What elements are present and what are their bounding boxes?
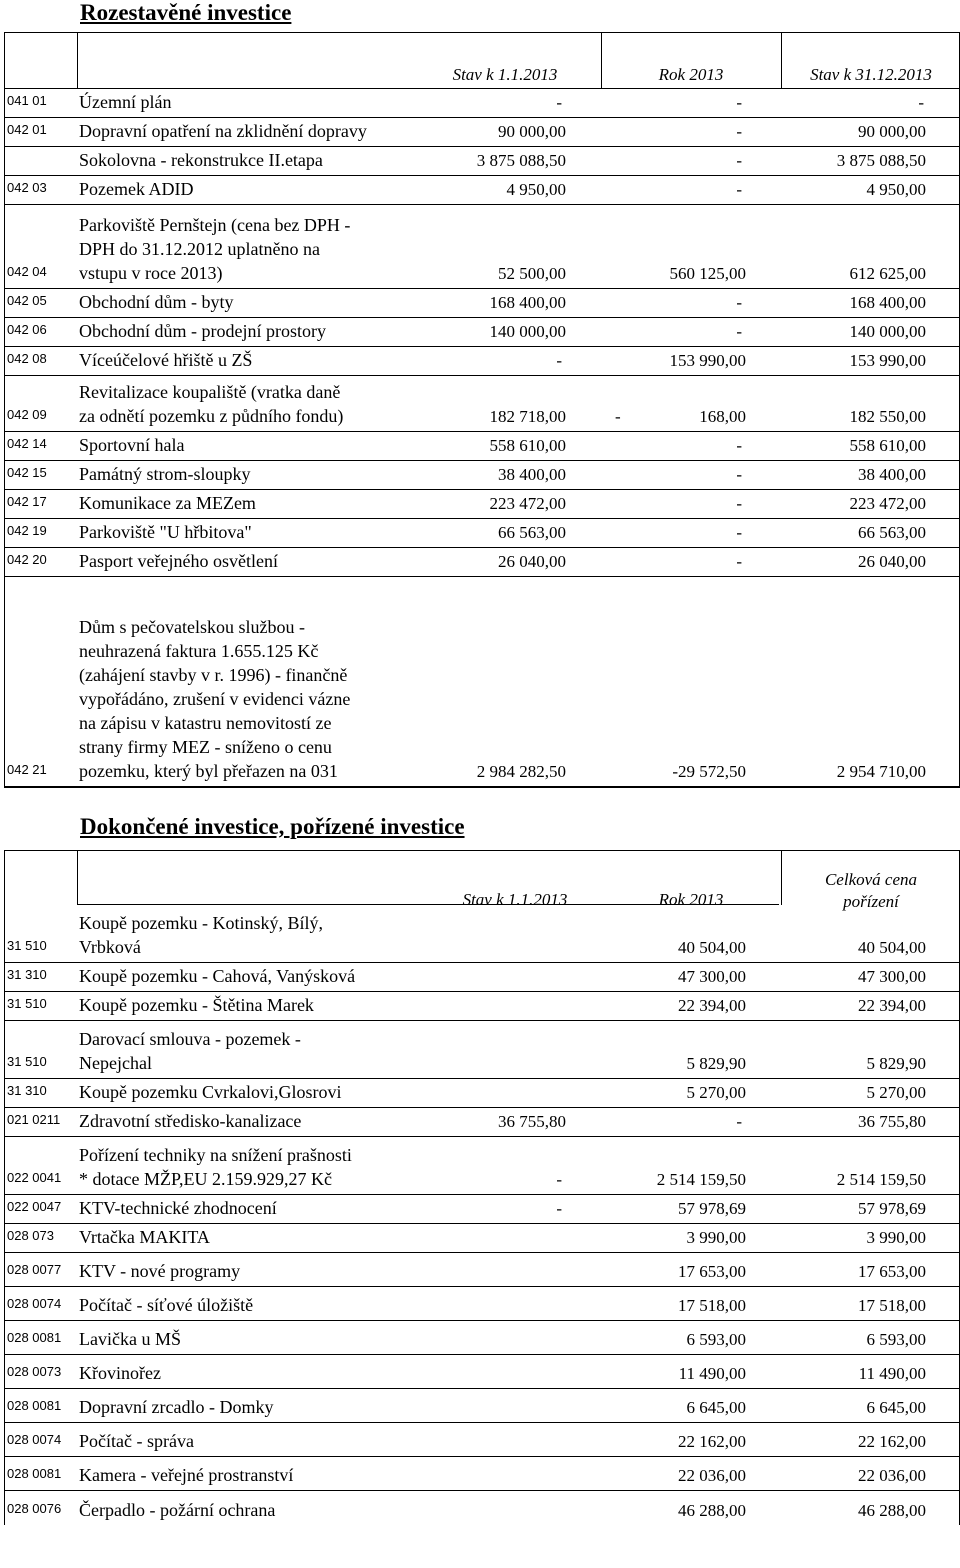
item-name: Koupě pozemku - Štětina Marek — [79, 995, 314, 1015]
table-row — [5, 147, 959, 176]
account-code: 022 0041 — [7, 1170, 62, 1185]
value-c2: - — [736, 122, 742, 141]
item-name: Parkoviště Pernštejn (cena bez DPH - DPH do 31.12.2012 uplatněno na vstupu v roce 2013) — [79, 215, 351, 283]
section-title-completed: Dokončené investice, pořízené investice — [80, 814, 465, 839]
account-code: 028 0076 — [7, 1501, 62, 1516]
item-name: Koupě pozemku - Cahová, Vanýsková — [79, 966, 356, 986]
table-row — [5, 577, 959, 787]
item-name: Vrtačka MAKITA — [79, 1227, 210, 1247]
item-name: Dopravní zrcadlo - Domky — [79, 1397, 274, 1417]
table-row — [5, 461, 959, 490]
value-c1: 90 000,00 — [498, 122, 566, 141]
account-code: 042 20 — [7, 552, 47, 567]
table-row — [5, 205, 959, 289]
value-c2: 11 490,00 — [678, 1364, 746, 1383]
item-name: Komunikace za MEZem — [79, 493, 256, 513]
table-completed-investments — [4, 850, 960, 1525]
table-row — [5, 1253, 959, 1287]
value-c3: 46 288,00 — [858, 1501, 926, 1520]
value-c3: 22 162,00 — [858, 1432, 926, 1451]
item-name: Kamera - veřejné prostranství — [79, 1465, 294, 1485]
value-c2: 5 829,90 — [686, 1054, 746, 1073]
account-code: 028 0081 — [7, 1330, 62, 1345]
value-c2: 168,00 — [699, 407, 746, 426]
account-code: 042 09 — [7, 407, 47, 422]
account-code: 042 08 — [7, 351, 47, 366]
section-title-in-progress: Rozestavěné investice — [80, 0, 292, 25]
column-header-year: Rok 2013 — [658, 65, 724, 84]
table-row — [5, 89, 959, 118]
value-c1: 140 000,00 — [489, 322, 566, 341]
value-c3: - — [918, 93, 924, 112]
value-c3: 5 270,00 — [866, 1083, 926, 1102]
column-header-end: Stav k 31.12.2013 — [810, 65, 932, 84]
value-c2: 46 288,00 — [678, 1501, 746, 1520]
table-row — [5, 432, 959, 461]
value-c3: 168 400,00 — [849, 293, 926, 312]
table-row — [5, 1491, 959, 1525]
value-c2: 17 518,00 — [678, 1296, 746, 1315]
account-code: 042 05 — [7, 293, 47, 308]
value-c3: 47 300,00 — [858, 967, 926, 986]
value-c1: 38 400,00 — [498, 465, 566, 484]
value-c2: 3 990,00 — [686, 1228, 746, 1247]
table-row — [5, 289, 959, 318]
item-name: Lavička u MŠ — [79, 1329, 181, 1349]
item-name: Sokolovna - rekonstrukce II.etapa — [79, 150, 323, 170]
item-name: Křovinořez — [79, 1363, 161, 1383]
value-c3: 66 563,00 — [858, 523, 926, 542]
value-c3: 26 040,00 — [858, 552, 926, 571]
table-row — [5, 1423, 959, 1457]
item-name: Památný strom-sloupky — [79, 464, 251, 484]
item-name: Pozemek ADID — [79, 179, 194, 199]
table-row — [5, 1355, 959, 1389]
table-row — [5, 1079, 959, 1108]
account-code: 31 310 — [7, 967, 47, 982]
value-c1: - — [556, 1170, 562, 1189]
item-name: Čerpadlo - požární ochrana — [79, 1500, 276, 1520]
table-row — [5, 318, 959, 347]
table-row — [5, 376, 959, 432]
table-row — [5, 347, 959, 376]
value-c2: 6 593,00 — [686, 1330, 746, 1349]
value-c1: 52 500,00 — [498, 264, 566, 283]
value-c3: 558 610,00 — [849, 436, 926, 455]
value-c3: 4 950,00 — [866, 180, 926, 199]
item-name: Obchodní dům - prodejní prostory — [79, 321, 326, 341]
column-header-total: Celková cena pořízení — [824, 870, 918, 911]
account-code: 028 0081 — [7, 1466, 62, 1481]
value-c1: 3 875 088,50 — [476, 151, 566, 170]
value-c2: 560 125,00 — [669, 264, 746, 283]
value-c2: 153 990,00 — [669, 351, 746, 370]
value-c2: - — [736, 93, 742, 112]
item-name: Víceúčelové hřiště u ZŠ — [79, 350, 253, 370]
column-header-year: Rok 2013 — [658, 890, 724, 909]
account-code: 31 310 — [7, 1083, 47, 1098]
item-name: Darovací smlouva - pozemek - Nepejchal — [79, 1029, 301, 1073]
item-name: Pořízení techniky na snížení prašnosti * dotace MŽP,EU 2.159.929,27 Kč — [79, 1145, 352, 1189]
value-c2: - — [736, 151, 742, 170]
account-code: 31 510 — [7, 938, 47, 953]
value-c1: 2 984 282,50 — [476, 762, 566, 781]
table-row — [5, 1321, 959, 1355]
value-c2: - — [736, 322, 742, 341]
value-c3: 40 504,00 — [858, 938, 926, 957]
value-c3: 6 645,00 — [866, 1398, 926, 1417]
account-code: 042 15 — [7, 465, 47, 480]
value-c3: 17 518,00 — [858, 1296, 926, 1315]
account-code: 028 0074 — [7, 1432, 62, 1447]
value-c3: 6 593,00 — [866, 1330, 926, 1349]
value-c3: 11 490,00 — [858, 1364, 926, 1383]
item-name: Sportovní hala — [79, 435, 185, 455]
account-code: 042 03 — [7, 180, 47, 195]
item-name: Počítač - správa — [79, 1431, 194, 1451]
table-row — [5, 1457, 959, 1491]
value-c2: 22 036,00 — [678, 1466, 746, 1485]
value-c2: 17 653,00 — [678, 1262, 746, 1281]
table-row — [5, 176, 959, 205]
item-name: Počítač - síťové úložiště — [79, 1295, 254, 1315]
value-c2: - — [736, 523, 742, 542]
item-name: Dům s pečovatelskou službou - neuhrazená faktura 1.655.125 Kč (zahájení stavby v r. 1996) - finančně vypořádáno, zrušení v evidenci vázne na zápisu v katastru nemovitostí ze strany firmy MEZ - sníženo o cenu pozemku, který byl přeřazen na 031 — [79, 617, 351, 781]
value-c2: 47 300,00 — [678, 967, 746, 986]
table-row — [5, 905, 959, 963]
value-c3: 3 990,00 — [866, 1228, 926, 1247]
value-c3: 17 653,00 — [858, 1262, 926, 1281]
value-c2: 40 504,00 — [678, 938, 746, 957]
value-c1: 558 610,00 — [489, 436, 566, 455]
table-row — [5, 548, 959, 577]
value-c1: - — [556, 93, 562, 112]
account-code: 042 06 — [7, 322, 47, 337]
value-c1: 168 400,00 — [489, 293, 566, 312]
value-c3: 3 875 088,50 — [836, 151, 926, 170]
item-name: KTV - nové programy — [79, 1261, 241, 1281]
value-c3: 612 625,00 — [849, 264, 926, 283]
table-row — [5, 1021, 959, 1079]
item-name: Koupě pozemku - Kotinský, Bílý, Vrbková — [79, 913, 323, 957]
item-name: Územní plán — [79, 92, 172, 112]
account-code: 042 19 — [7, 523, 47, 538]
value-c3: 38 400,00 — [858, 465, 926, 484]
item-name: Parkoviště "U hřbitova" — [79, 522, 252, 542]
value-c3: 2 954 710,00 — [836, 762, 926, 781]
value-c3: 90 000,00 — [858, 122, 926, 141]
item-name: Revitalizace koupaliště (vratka daně za odnětí pozemku z půdního fondu) — [79, 382, 344, 426]
value-c1: 223 472,00 — [489, 494, 566, 513]
account-code: 028 073 — [7, 1228, 54, 1243]
column-header-start: Stav k 1.1.2013 — [452, 65, 558, 84]
item-name: Zdravotní středisko-kanalizace — [79, 1111, 302, 1131]
column-header-start: Stav k 1.1.2013 — [462, 890, 568, 909]
value-c2: 5 270,00 — [686, 1083, 746, 1102]
value-c2: - — [736, 1112, 742, 1131]
value-c3: 5 829,90 — [866, 1054, 926, 1073]
account-code: 042 17 — [7, 494, 47, 509]
account-code: 042 21 — [7, 762, 47, 777]
table-row — [5, 1389, 959, 1423]
value-c2: -29 572,50 — [672, 762, 746, 781]
account-code: 31 510 — [7, 996, 47, 1011]
value-c3: 182 550,00 — [849, 407, 926, 426]
account-code: 31 510 — [7, 1054, 47, 1069]
value-c3: 22 394,00 — [858, 996, 926, 1015]
value-c3: 223 472,00 — [849, 494, 926, 513]
value-c1: 36 755,80 — [498, 1112, 566, 1131]
table-row — [5, 1287, 959, 1321]
account-code: 042 14 — [7, 436, 47, 451]
account-code: 021 0211 — [7, 1112, 61, 1127]
value-c2: 22 162,00 — [678, 1432, 746, 1451]
value-c2: - — [736, 293, 742, 312]
table-header — [5, 851, 959, 911]
table-row — [5, 519, 959, 548]
table-row — [5, 118, 959, 147]
account-code: 042 04 — [7, 264, 47, 279]
value-c3: 36 755,80 — [858, 1112, 926, 1131]
value-c2: - — [736, 436, 742, 455]
value-c3: 153 990,00 — [849, 351, 926, 370]
value-c2: - — [736, 494, 742, 513]
account-code: 042 01 — [7, 122, 47, 137]
value-c1: - — [556, 351, 562, 370]
value-c1: 26 040,00 — [498, 552, 566, 571]
table-in-progress-investments — [4, 32, 960, 788]
value-c1: 66 563,00 — [498, 523, 566, 542]
account-code: 022 0047 — [7, 1199, 62, 1214]
table-row — [5, 1224, 959, 1253]
value-c1: 4 950,00 — [506, 180, 566, 199]
value-c3: 140 000,00 — [849, 322, 926, 341]
item-name: Dopravní opatření na zklidnění dopravy — [79, 121, 367, 141]
item-name: KTV-technické zhodnocení — [79, 1198, 277, 1218]
account-code: 028 0073 — [7, 1364, 62, 1379]
item-name: Koupě pozemku Cvrkalovi,Glosrovi — [79, 1082, 342, 1102]
table-row — [5, 1195, 959, 1224]
value-c2: - — [736, 180, 742, 199]
value-c3: 57 978,69 — [858, 1199, 926, 1218]
item-name: Obchodní dům - byty — [79, 292, 234, 312]
item-name: Pasport veřejného osvětlení — [79, 551, 278, 571]
table-row — [5, 992, 959, 1021]
value-c3: 2 514 159,50 — [836, 1170, 926, 1189]
table-row — [5, 963, 959, 992]
account-code: 028 0081 — [7, 1398, 62, 1413]
value-sign: - — [615, 407, 621, 426]
value-c3: 22 036,00 — [858, 1466, 926, 1485]
table-row — [5, 490, 959, 519]
account-code: 028 0077 — [7, 1262, 62, 1277]
value-c1: - — [556, 1199, 562, 1218]
value-c2: 6 645,00 — [686, 1398, 746, 1417]
value-c2: - — [736, 465, 742, 484]
value-c1: 182 718,00 — [489, 407, 566, 426]
account-code: 028 0074 — [7, 1296, 62, 1311]
value-c2: - — [736, 552, 742, 571]
value-c2: 2 514 159,50 — [656, 1170, 746, 1189]
value-c2: 22 394,00 — [678, 996, 746, 1015]
account-code: 041 01 — [7, 93, 47, 108]
table-header — [5, 33, 959, 89]
table-row — [5, 1108, 959, 1137]
table-row — [5, 1137, 959, 1195]
value-c2: 57 978,69 — [678, 1199, 746, 1218]
